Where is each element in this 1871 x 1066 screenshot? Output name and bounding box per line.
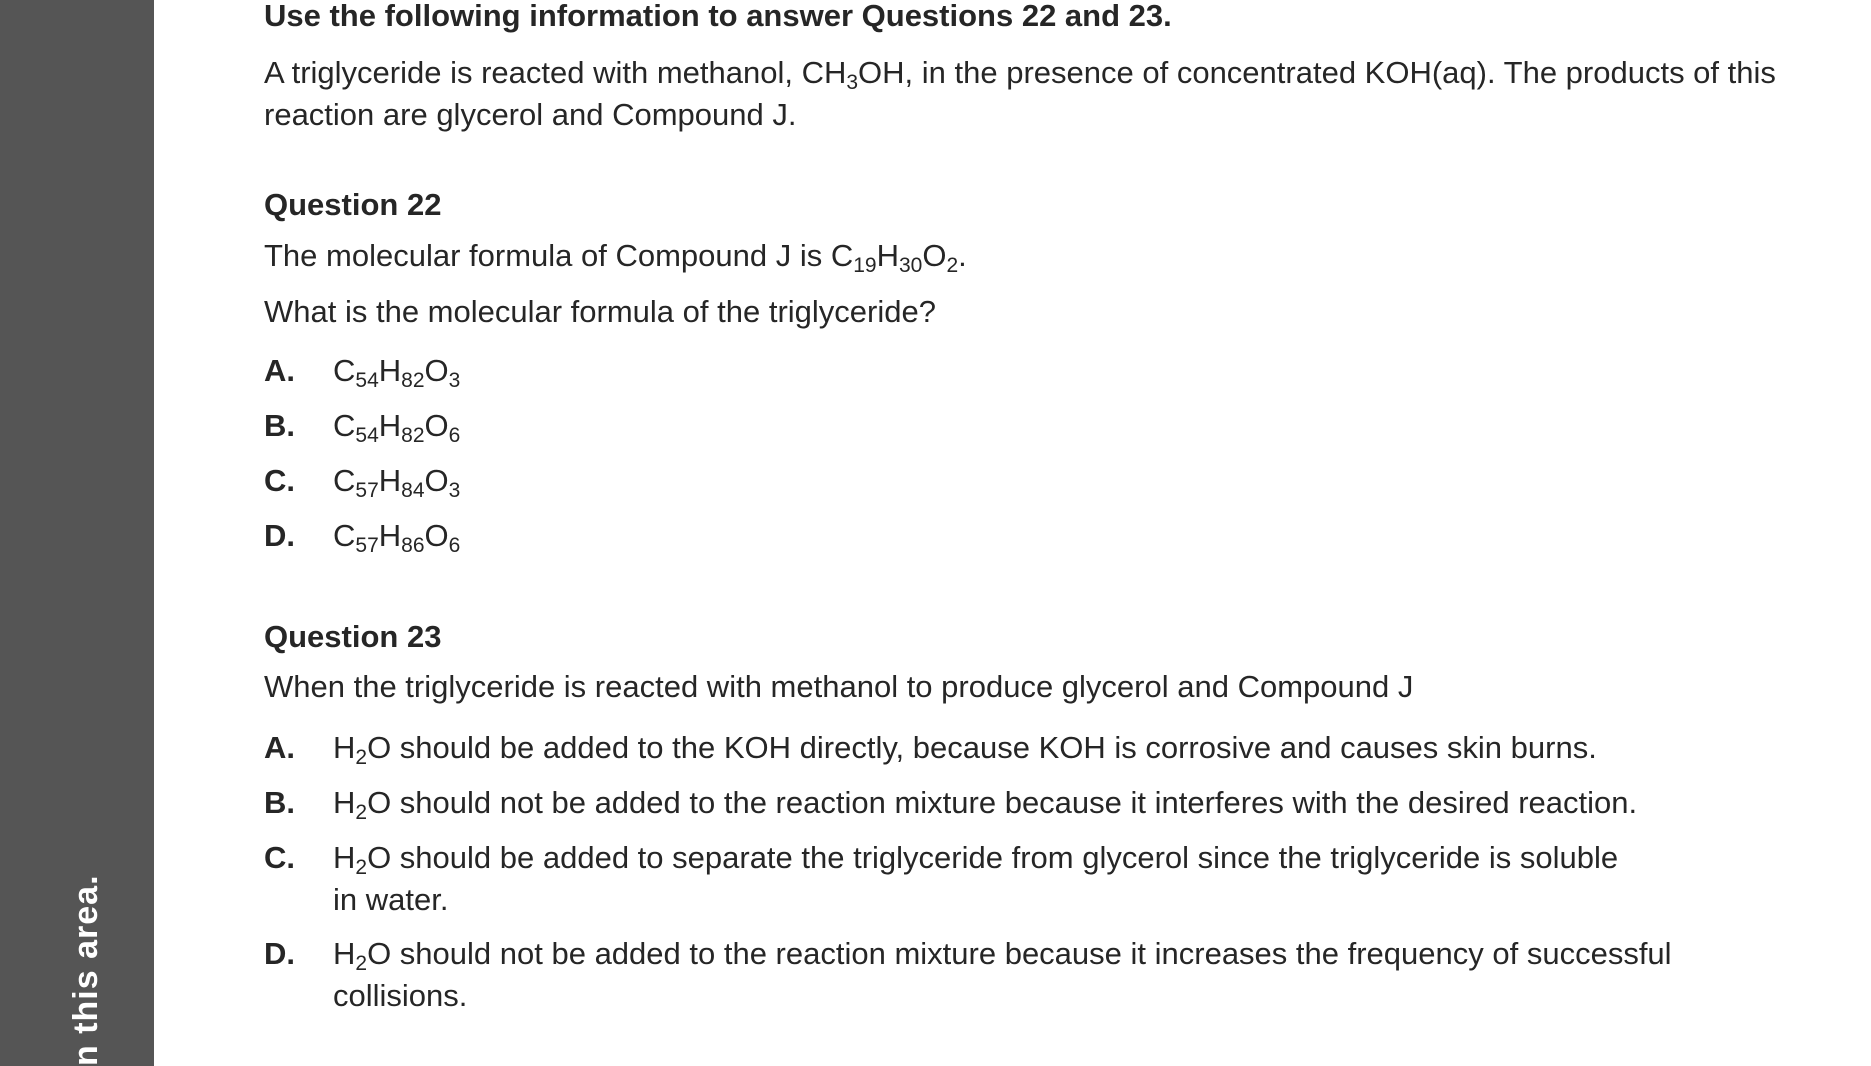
option-letter: B. xyxy=(264,408,295,443)
intro-text: A triglyceride is reacted with methanol, $CH_3OH$, in the presence of concentrated KOH(aq). The products of this reaction are glycerol and Compound J. xyxy=(264,55,1776,132)
option-text: $H_2O$ should be added to the KOH directly, because KOH is corrosive and causes skin burns. xyxy=(333,730,1597,769)
margin-instruction: n this area. xyxy=(67,874,105,1066)
option-formula: $C_{54}H_{82}O_6$ xyxy=(333,408,461,447)
option-letter: D. xyxy=(264,518,295,553)
option-letter: A. xyxy=(264,730,295,765)
question-23-heading: Question 23 xyxy=(264,619,442,654)
option-letter: B. xyxy=(264,785,295,820)
option-letter: A. xyxy=(264,353,295,388)
option-letter: D. xyxy=(264,936,295,971)
question-22-stem: The molecular formula of Compound J is $C_{19}H_{30}O_2$. xyxy=(264,238,967,277)
option-text: $H_2O$ should not be added to the reaction mixture because it interferes with the desired reaction. xyxy=(333,785,1638,824)
option-letter: C. xyxy=(264,463,295,498)
option-letter: C. xyxy=(264,840,295,875)
option-text: $H_2O$ should not be added to the reaction mixture because it increases the frequency of successful collisions. xyxy=(333,936,1672,1013)
option-formula: $C_{54}H_{82}O_3$ xyxy=(333,353,461,392)
option-text: $H_2O$ should be added to separate the triglyceride from glycerol since the triglyceride is soluble in water. xyxy=(333,840,1619,917)
intro-heading: Use the following information to answer Questions 22 and 23. xyxy=(264,0,1172,33)
question-23-stem: When the triglyceride is reacted with methanol to produce glycerol and Compound J xyxy=(264,669,1414,704)
option-formula: $C_{57}H_{86}O_6$ xyxy=(333,518,461,557)
option-formula: $C_{57}H_{84}O_3$ xyxy=(333,463,461,502)
question-22-heading: Question 22 xyxy=(264,187,442,222)
question-22-prompt: What is the molecular formula of the triglyceride? xyxy=(264,294,936,329)
margin-bar xyxy=(0,0,154,1066)
